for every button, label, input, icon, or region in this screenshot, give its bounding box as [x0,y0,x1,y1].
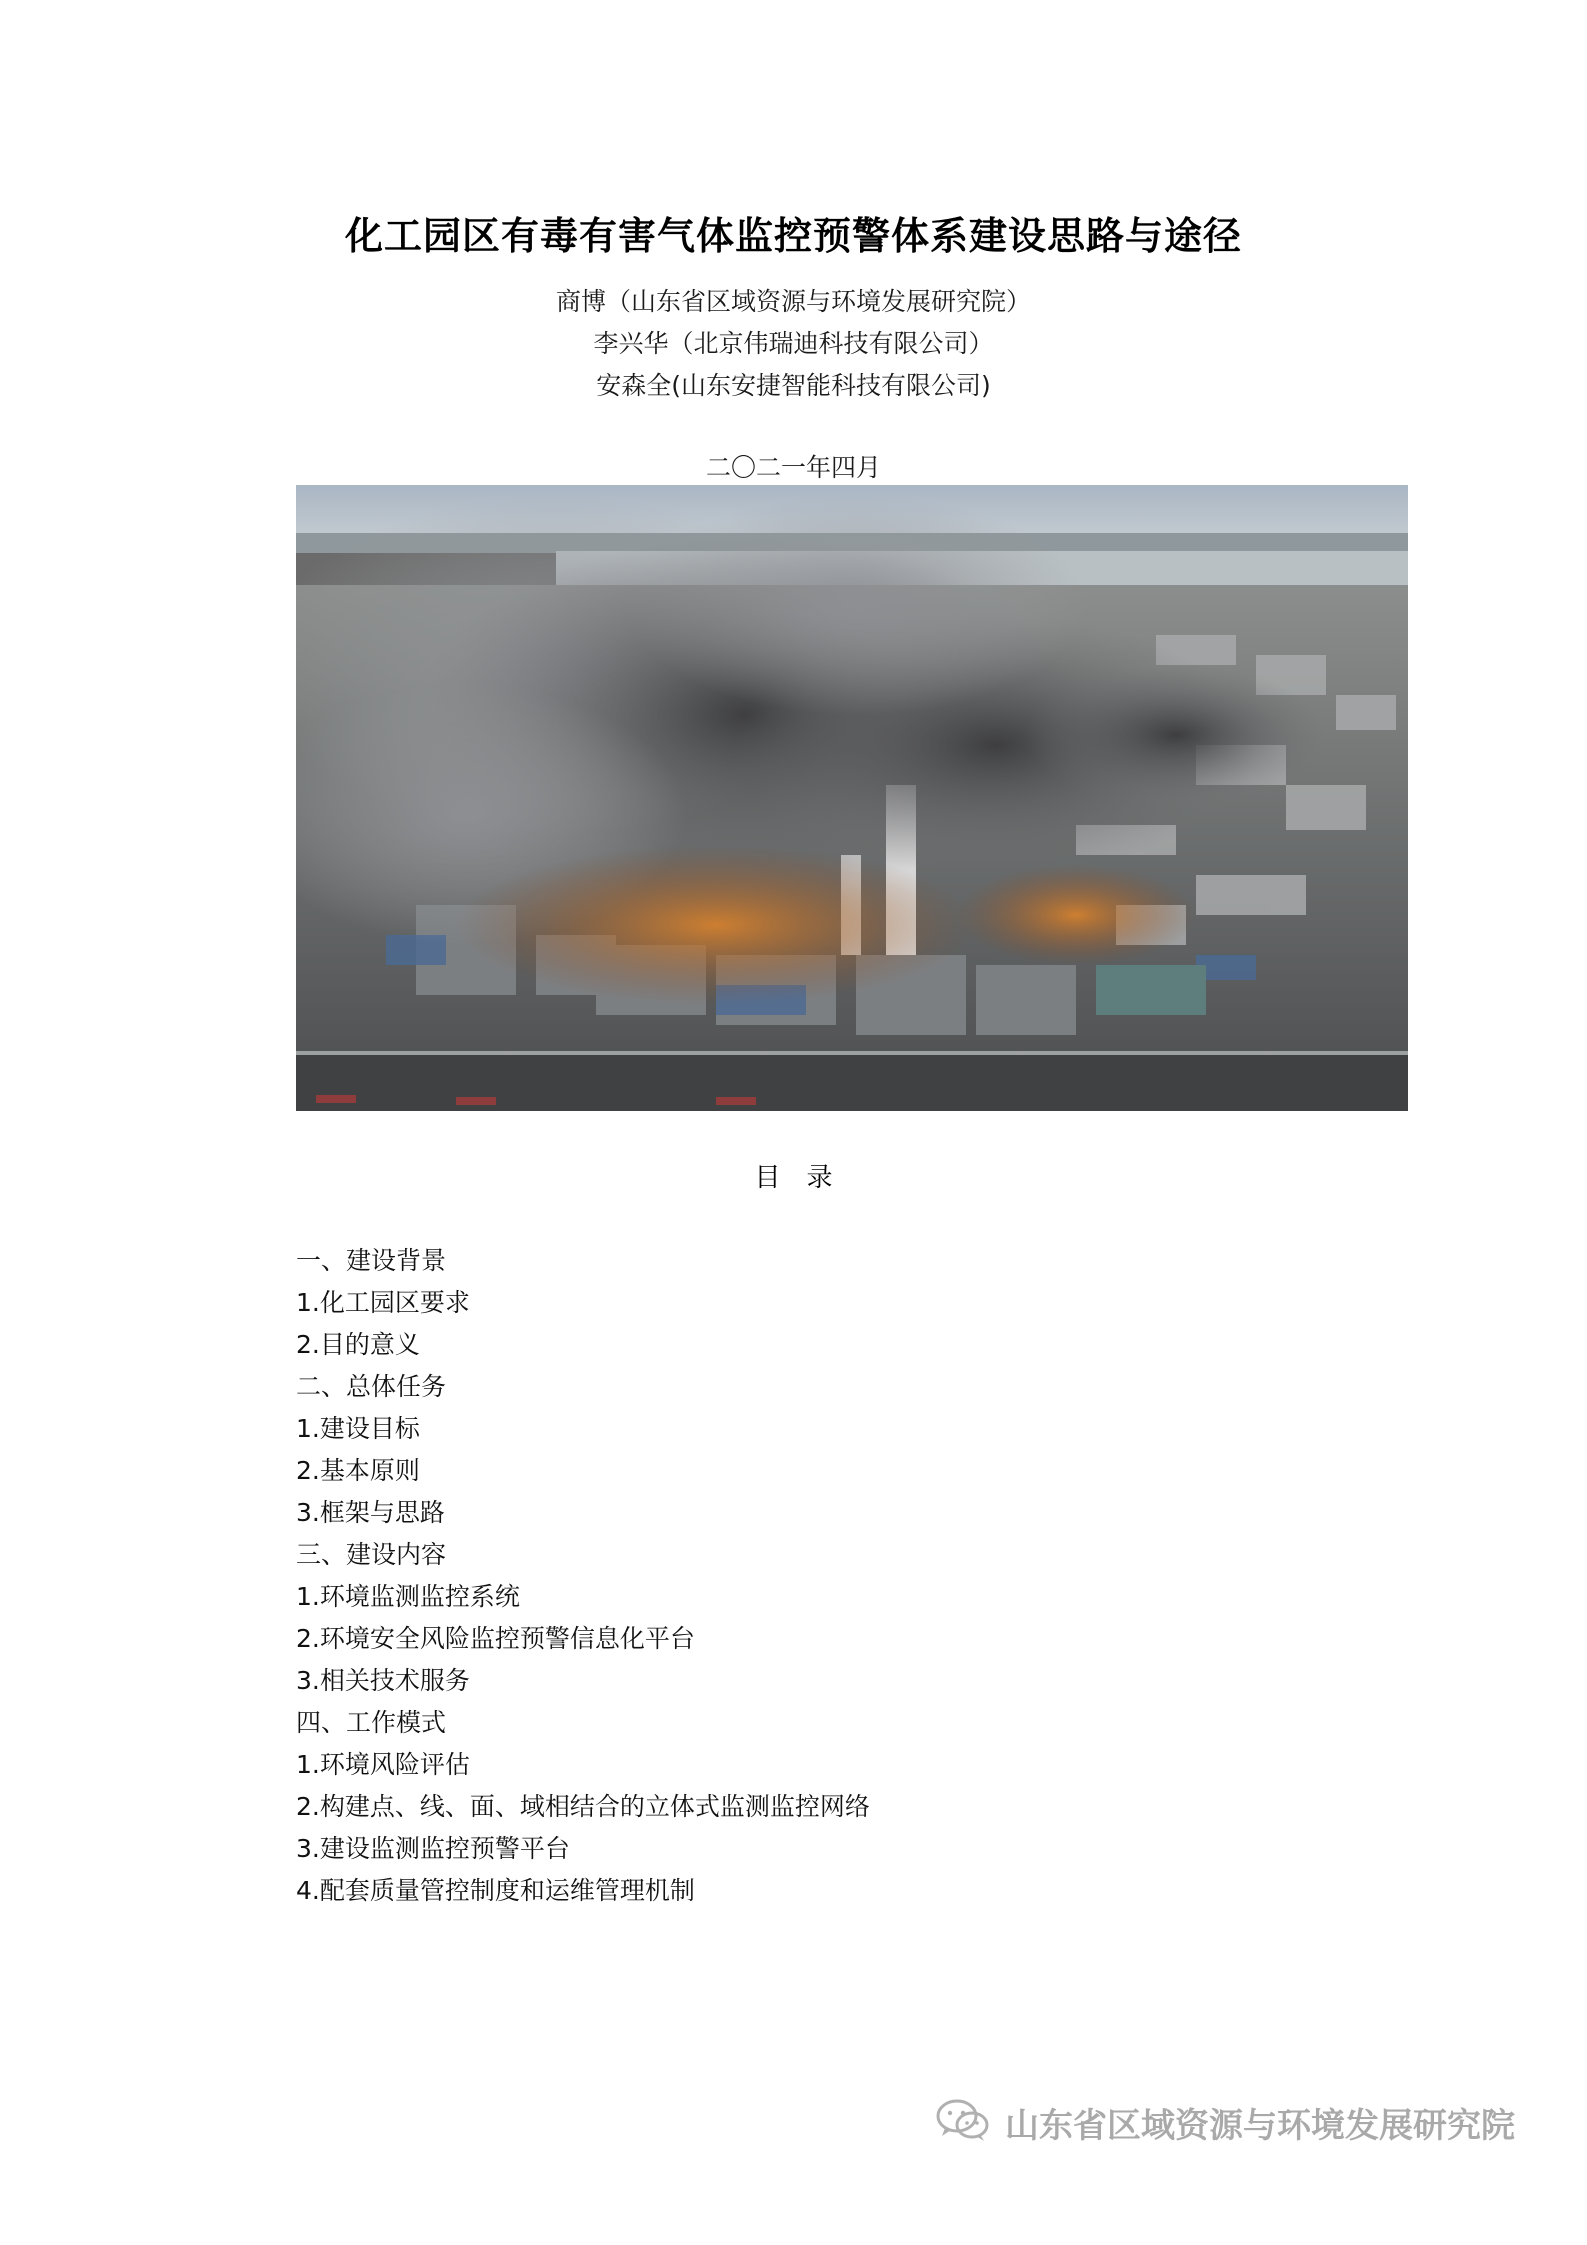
toc-item: 2.目的意义 [296,1330,420,1359]
toc-item: 1.建设目标 [296,1414,420,1443]
toc-item: 4.配套质量管控制度和运维管理机制 [296,1876,695,1905]
toc-item: 四、工作模式 [296,1708,447,1737]
toc-item: 3.相关技术服务 [296,1666,470,1695]
toc-item: 一、建设背景 [296,1246,447,1275]
document-title: 化工园区有毒有害气体监控预警体系建设思路与途径 [344,214,1242,258]
chemical-plant-fire-photo [296,485,1408,1111]
toc-item: 2.环境安全风险监控预警信息化平台 [296,1624,695,1653]
chemical-plant-fire-aerial-photo-icon [296,485,1408,1111]
toc-item: 2.基本原则 [296,1456,420,1485]
watermark-text: 山东省区域资源与环境发展研究院 [1005,2105,1515,2146]
author-line-3: 安森全(山东安捷智能科技有限公司) [596,371,991,400]
table-of-contents [296,1240,870,1912]
publication-date: 二〇二一年四月 [705,453,881,482]
toc-item: 3.建设监测监控预警平台 [296,1834,570,1863]
toc-item: 1.环境风险评估 [296,1750,470,1779]
toc-item: 三、建设内容 [296,1540,447,1569]
author-line-2: 李兴华（北京伟瑞迪科技有限公司） [593,329,994,358]
toc-item: 二、总体任务 [296,1372,447,1401]
author-line-1: 商博（山东省区域资源与环境发展研究院） [555,287,1031,316]
toc-item: 3.框架与思路 [296,1498,445,1527]
toc-item: 1.环境监测监控系统 [296,1582,520,1611]
toc-heading: 目录 [754,1163,859,1193]
toc-item: 2.构建点、线、面、域相结合的立体式监测监控网络 [296,1792,870,1821]
wechat-icon [935,2097,991,2147]
watermark [935,2092,1515,2152]
toc-item: 1.化工园区要求 [296,1288,470,1317]
